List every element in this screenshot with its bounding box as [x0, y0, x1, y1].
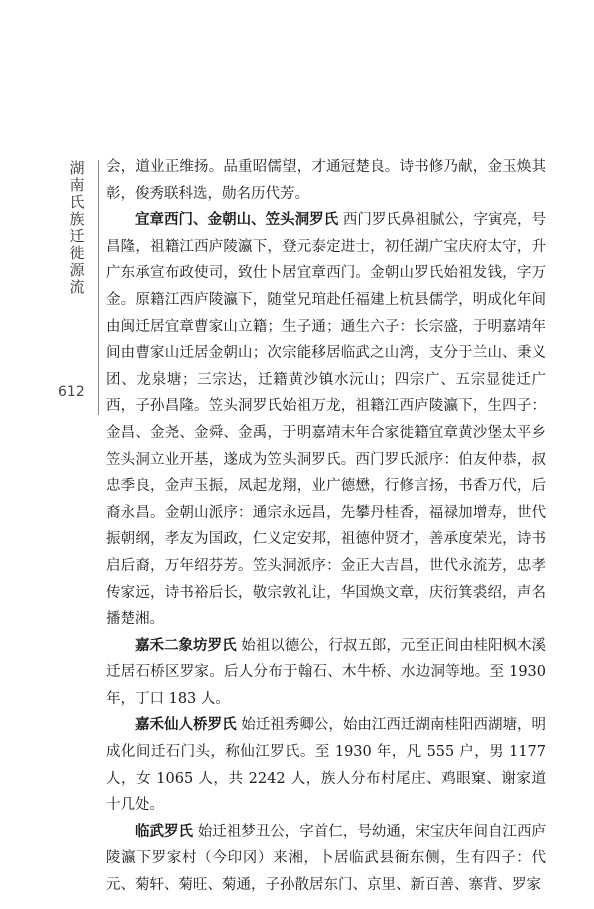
- paragraph-erxiangfang-luo: [106, 633, 546, 713]
- paragraph-text: 始祖以德公，行叔五郎，元至正间由桂阳枫木溪迁居石桥区罗家。后人分布于翰石、木牛桥、水边洞等地。至 1930 年，丁口 183 人。: [106, 637, 547, 707]
- running-title: 湖南氏族迁徙源流: [69, 159, 85, 296]
- paragraph-linwu-luo: [106, 819, 546, 899]
- section-heading: 临武罗氏: [135, 823, 194, 840]
- paragraph-text: 始迁祖秀卿公，始由江西迁湖南桂阳西湖塘，明成化间迁石门头，称仙江罗氏。至 1930 年，凡 555 户，男 1177 人，女 1065 人，共 2242 人，族人分布村尾庄、鸡眼窠、谢家道十几处。: [106, 717, 547, 814]
- margin-rule: [98, 160, 99, 415]
- paragraph-text: 会，道业正维扬。品重昭儒望，才通冠楚良。诗书修乃献，金玉焕其彰，俊秀联科选，勋名历代芳。: [106, 159, 546, 202]
- body-text: [106, 154, 546, 899]
- page-number: 612: [58, 384, 85, 400]
- paragraph-text: 西门罗氏鼻祖腻公，字寅亮，号昌隆，祖籍江西庐陵瀛下，登元泰定进士，初任湖广宝庆府太守，升广东承宣布政使司，致仕卜居宜章西门。金朝山罗氏始祖发钱，字万金。原籍江西庐陵瀛下，随堂兄琯赴任福建上杭县儒学，明成化年间由闽迁居宜章曹家山立籍；生子通；通生六子：长宗盛，于明嘉靖年间由曹家山迁居金朝山；次宗能移居临武之山湾，支分于兰山、秉义团、龙泉塘；三宗达，迁籍黄沙镇水沅山；四宗广、五宗显徙迁广西，子孙昌隆。笠头洞罗氏始祖万龙，祖籍江西庐陵瀛下，生四子：金昌、金尧、金舜、金禹，于明嘉靖末年合家徙籍宜章黄沙堡太平乡笠头洞立业开基，遂成为笠头洞罗氏。西门罗氏派序：伯友仲恭，叔忠季良，金声玉振，凤起龙翔，业广德懋，行修言扬，书香万代，后裔永昌。金朝山派序：通宗永远昌，先攀丹桂香，福禄加增寿，世代振朝纲，孝友为国政，仁义定安邦，祖德仲贤才，善承度荣光，诗书启后裔，万年绍芬芳。笠头洞派序：金正大吉昌，世代永流芳，忠孝传家远，诗书裕后长，敬宗敦礼让，华国焕文章，庆衍箕裘绍，声名播楚湘。: [106, 212, 547, 628]
- paragraph-yizhang-luo: [106, 207, 546, 633]
- section-heading: 嘉禾仙人桥罗氏: [135, 717, 237, 734]
- paragraph-xianrenqiao-luo: [106, 712, 546, 818]
- paragraph-continued: [106, 154, 546, 207]
- paragraph-text: 始迁祖梦丑公，字首仁，号幼通，宋宝庆年间自江西庐陵瀛下罗家村（今印冈）来湘，卜居临武县衙东侧，生有四子：代元、菊轩、菊旺、菊通，子孙散居东门、京里、新百善、寨背、罗家: [106, 823, 547, 894]
- section-heading: 宜章西门、金朝山、笠头洞罗氏: [135, 212, 339, 229]
- section-heading: 嘉禾二象坊罗氏: [135, 637, 237, 654]
